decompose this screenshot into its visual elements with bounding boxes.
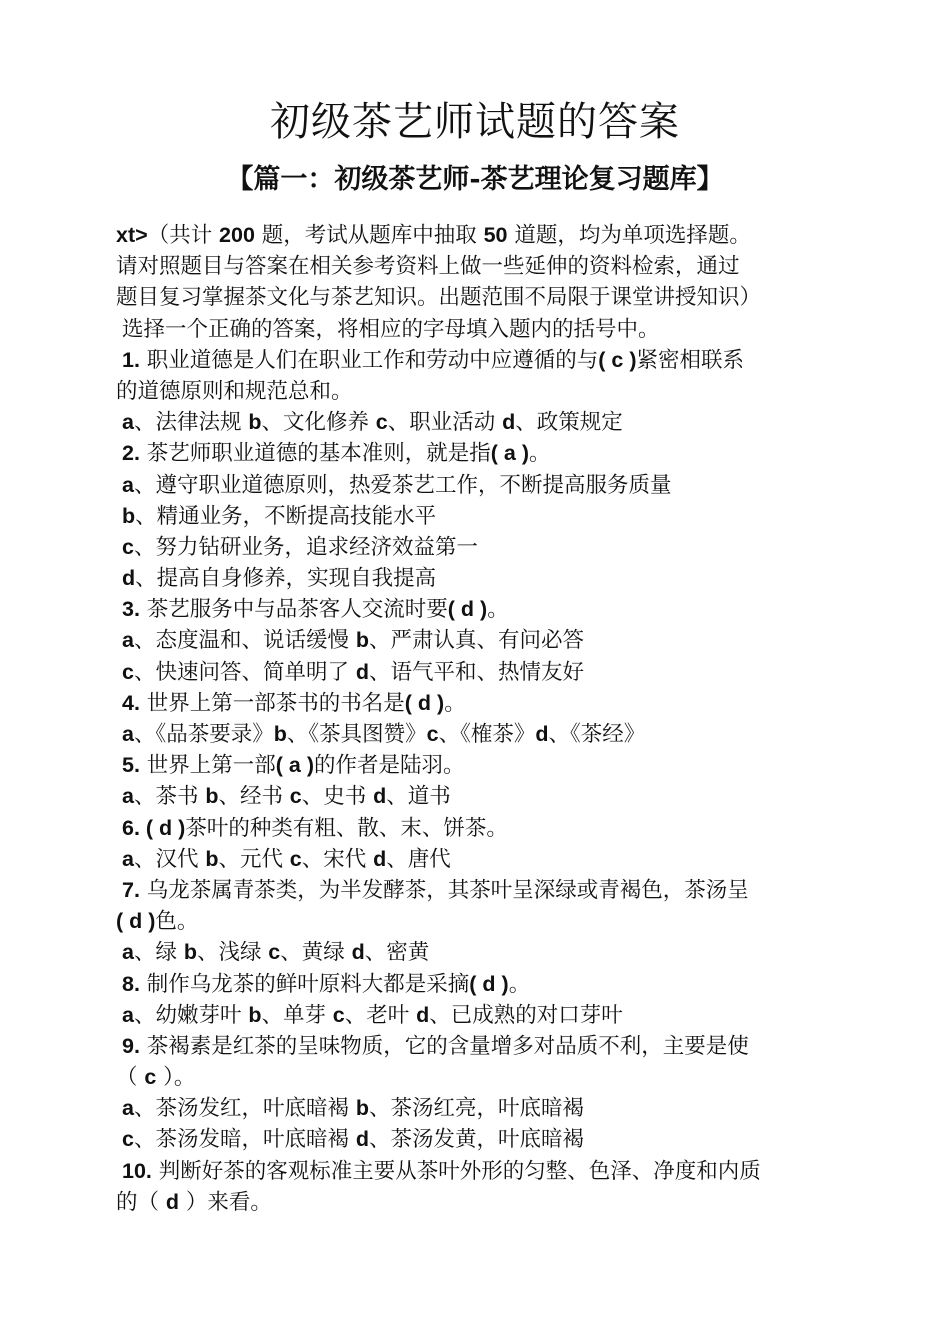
text-segment: 判断好茶的客观标准主要从茶叶外形的匀整、色泽、净度和内质 <box>151 1158 761 1184</box>
text-segment: 、文化修养 <box>261 410 376 436</box>
text-segment: 、茶汤红亮，叶底暗褐 <box>368 1096 584 1122</box>
page-subtitle: 【篇一：初级茶艺师-茶艺理论复习题库】 <box>226 164 724 195</box>
bold-text-segment: b <box>355 628 369 653</box>
bold-text-segment: b <box>183 940 197 965</box>
text-segment: （共计 <box>147 223 220 248</box>
text-segment: 乌龙茶属青茶类，为半发酵茶，其茶叶呈深绿或青褐色，茶汤呈 <box>139 877 749 903</box>
text-segment: ）来看。 <box>178 1189 272 1215</box>
page-title: 初级茶艺师试题的答案 <box>270 99 680 145</box>
text-line <box>116 1031 846 1062</box>
bold-text-segment: d <box>355 659 369 684</box>
bold-text-segment: ( a ) <box>490 441 530 466</box>
bold-text-segment: 50 <box>483 223 508 247</box>
text-segment: 、法律法规 <box>133 410 249 436</box>
text-segment: 题，考试从题库中抽取 <box>254 223 484 248</box>
bold-text-segment: d <box>355 1127 369 1152</box>
text-segment: 。 <box>508 971 531 997</box>
bold-text-segment: c <box>375 410 388 435</box>
text-segment: 、幼嫩芽叶 <box>133 1002 249 1028</box>
text-segment: 、史书 <box>301 784 374 810</box>
text-segment: 茶艺服务中与品茶客人交流时要 <box>139 597 448 623</box>
text-segment: 。 <box>529 441 551 467</box>
bold-text-segment: b <box>248 1002 262 1027</box>
text-segment: 、已成熟的对口芽叶 <box>429 1002 623 1028</box>
text-line <box>116 906 846 937</box>
text-line <box>116 1093 846 1124</box>
text-segment: 、政策规定 <box>515 410 623 436</box>
text-segment: 、严肃认真、有问必答 <box>368 628 584 654</box>
text-segment: ）。 <box>156 1065 196 1091</box>
bold-text-segment: b <box>205 846 219 871</box>
bold-text-segment: a <box>122 722 134 746</box>
text-segment: 、努力钻研业务，追求经济效益第一 <box>133 534 478 560</box>
text-line <box>116 314 846 345</box>
text-line <box>116 781 846 812</box>
bold-text-segment: c <box>289 846 302 871</box>
text-segment: 、态度温和、说话缓慢 <box>133 628 356 654</box>
bold-text-segment: c <box>289 784 302 809</box>
bold-text-segment: 200 <box>219 223 255 247</box>
text-line <box>116 282 846 313</box>
text-line <box>116 251 846 282</box>
bold-text-segment: d <box>122 566 136 591</box>
text-segment: 职业道德是人们在职业工作和劳动中应遵循的与 <box>139 347 599 373</box>
text-segment: 、茶书 <box>133 784 206 810</box>
text-segment: 、职业活动 <box>387 410 503 436</box>
text-line <box>116 688 846 719</box>
bold-text-segment: 10. <box>122 1158 152 1183</box>
bold-text-segment: 6. ( d ) <box>122 815 186 840</box>
bold-text-segment: 5. <box>122 753 140 778</box>
text-segment: 、遵守职业道德原则，热爱茶艺工作，不断提高服务质量 <box>133 472 672 498</box>
text-segment: 茶叶的种类有粗、散、末、饼茶。 <box>185 815 508 841</box>
text-line <box>116 594 846 625</box>
text-line <box>116 407 846 438</box>
text-segment: 、道书 <box>386 784 451 810</box>
text-segment: 请对照题目与答案在相关参考资料上做一些延伸的资料检索，通过 <box>116 254 740 280</box>
text-line <box>116 937 846 968</box>
bold-text-segment: ( d ) <box>116 909 156 934</box>
text-segment: 、唐代 <box>386 846 451 872</box>
bold-text-segment: 8. <box>122 971 140 996</box>
bold-text-segment: d <box>502 410 516 435</box>
text-line <box>116 969 846 1000</box>
bold-text-segment: a <box>122 940 134 965</box>
text-segment: 茶褐素是红茶的呈味物质，它的含量增多对品质不利，主要是使 <box>139 1033 749 1059</box>
bold-text-segment: 2. <box>122 441 140 466</box>
text-segment: 紧密相联系 <box>636 347 745 373</box>
text-segment: 、浅绿 <box>196 940 269 966</box>
bold-text-segment: d <box>416 1002 430 1027</box>
text-line <box>116 501 846 532</box>
text-segment: 、经书 <box>218 784 290 810</box>
bold-text-segment: 3. <box>122 597 140 622</box>
bold-text-segment: c <box>426 722 439 746</box>
text-segment: 、黄绿 <box>280 940 352 966</box>
text-segment: 、提高自身修养，实现自我提高 <box>135 566 437 592</box>
text-line <box>116 532 846 563</box>
text-segment: 世界上第一部茶书的书名是 <box>139 690 405 716</box>
text-segment: 选择一个正确的答案，将相应的字母填入题内的括号中。 <box>122 316 660 342</box>
question-body <box>116 220 846 1218</box>
bold-text-segment: a <box>122 846 134 871</box>
bold-text-segment: d <box>535 722 549 746</box>
bold-text-segment: b <box>355 1096 369 1121</box>
text-segment: 、精通业务，不断提高技能水平 <box>135 503 437 529</box>
text-line <box>116 470 846 501</box>
bold-text-segment: b <box>205 784 219 809</box>
bold-text-segment: c <box>268 940 281 965</box>
text-segment: 。 <box>487 597 509 623</box>
bold-text-segment: d <box>373 846 387 871</box>
text-segment: 、语气平和、热情友好 <box>368 659 584 685</box>
bold-text-segment: ( c ) <box>598 347 637 372</box>
text-segment: 道题，均为单项选择题。 <box>507 223 751 248</box>
text-segment: 题目复习掌握茶文化与茶艺知识。出题范围不局限于课堂讲授知识） <box>116 285 762 311</box>
bold-text-segment: b <box>273 722 287 746</box>
text-segment: 、茶汤发暗，叶底暗褐 <box>133 1127 356 1153</box>
bold-text-segment: c <box>332 1002 345 1027</box>
text-line <box>116 1000 846 1031</box>
text-line <box>116 844 846 875</box>
bold-text-segment: 4. <box>122 690 140 715</box>
bold-text-segment: c <box>144 1065 157 1090</box>
bold-text-segment: c <box>122 534 134 559</box>
text-segment: 、汉代 <box>133 846 206 872</box>
text-segment: 、密黄 <box>364 940 430 966</box>
text-segment: 、元代 <box>218 846 290 872</box>
text-line <box>116 1124 846 1155</box>
text-segment: 、绿 <box>133 940 184 966</box>
text-line <box>116 719 846 750</box>
bold-text-segment: a <box>122 1002 134 1027</box>
text-line <box>116 813 846 844</box>
bold-text-segment: b <box>122 503 136 528</box>
text-segment: 、老叶 <box>344 1002 417 1028</box>
bold-text-segment: 9. <box>122 1033 140 1058</box>
text-segment: 、茶汤发红，叶底暗褐 <box>133 1096 356 1122</box>
text-segment: 世界上第一部 <box>139 753 276 779</box>
text-segment: 的作者是陆羽。 <box>314 753 465 779</box>
bold-text-segment: xt> <box>116 223 148 247</box>
bold-text-segment: d <box>165 1189 179 1214</box>
text-segment: 、快速问答、简单明了 <box>133 659 356 685</box>
text-line <box>116 376 846 407</box>
text-segment: 。 <box>444 690 466 716</box>
text-line <box>116 657 846 688</box>
bold-text-segment: b <box>248 410 262 435</box>
text-segment: 制作乌龙茶的鲜叶原料大都是采摘 <box>139 971 470 997</box>
text-line <box>116 345 846 376</box>
text-segment: 、《榷茶》 <box>438 722 536 747</box>
text-line <box>116 875 846 906</box>
text-segment: 茶艺师职业道德的基本准则，就是指 <box>139 441 491 467</box>
bold-text-segment: a <box>122 472 134 497</box>
bold-text-segment: 7. <box>122 877 140 902</box>
text-line <box>116 563 846 594</box>
text-segment: （ <box>116 1065 145 1091</box>
bold-text-segment: 1. <box>122 347 140 372</box>
text-line <box>116 438 846 469</box>
text-line <box>116 750 846 781</box>
bold-text-segment: ( a ) <box>275 753 315 778</box>
bold-text-segment: a <box>122 628 134 653</box>
text-segment: 、茶汤发黄，叶底暗褐 <box>368 1127 584 1153</box>
text-line <box>116 1062 846 1093</box>
text-segment: 的道德原则和规范总和。 <box>116 378 353 404</box>
text-line <box>116 625 846 656</box>
text-segment: 色。 <box>155 909 199 935</box>
text-segment: 、单芽 <box>261 1002 333 1028</box>
bold-text-segment: a <box>122 1096 134 1121</box>
bold-text-segment: d <box>351 940 365 965</box>
text-segment: 、宋代 <box>301 846 374 872</box>
bold-text-segment: c <box>122 659 134 684</box>
text-segment: 、《茶经》 <box>548 722 646 747</box>
bold-text-segment: c <box>122 1127 134 1152</box>
bold-text-segment: d <box>373 784 387 809</box>
bold-text-segment: a <box>122 410 134 435</box>
bold-text-segment: ( d ) <box>469 971 509 996</box>
text-segment: 的（ <box>116 1189 166 1215</box>
text-line <box>116 1187 846 1218</box>
bold-text-segment: ( d ) <box>404 690 445 715</box>
bold-text-segment: ( d ) <box>447 597 488 622</box>
bold-text-segment: a <box>122 784 134 809</box>
text-line <box>116 220 846 251</box>
text-segment: 、《品茶要录》 <box>133 722 274 747</box>
text-line <box>116 1156 846 1187</box>
text-segment: 、《茶具图赞》 <box>286 722 427 747</box>
